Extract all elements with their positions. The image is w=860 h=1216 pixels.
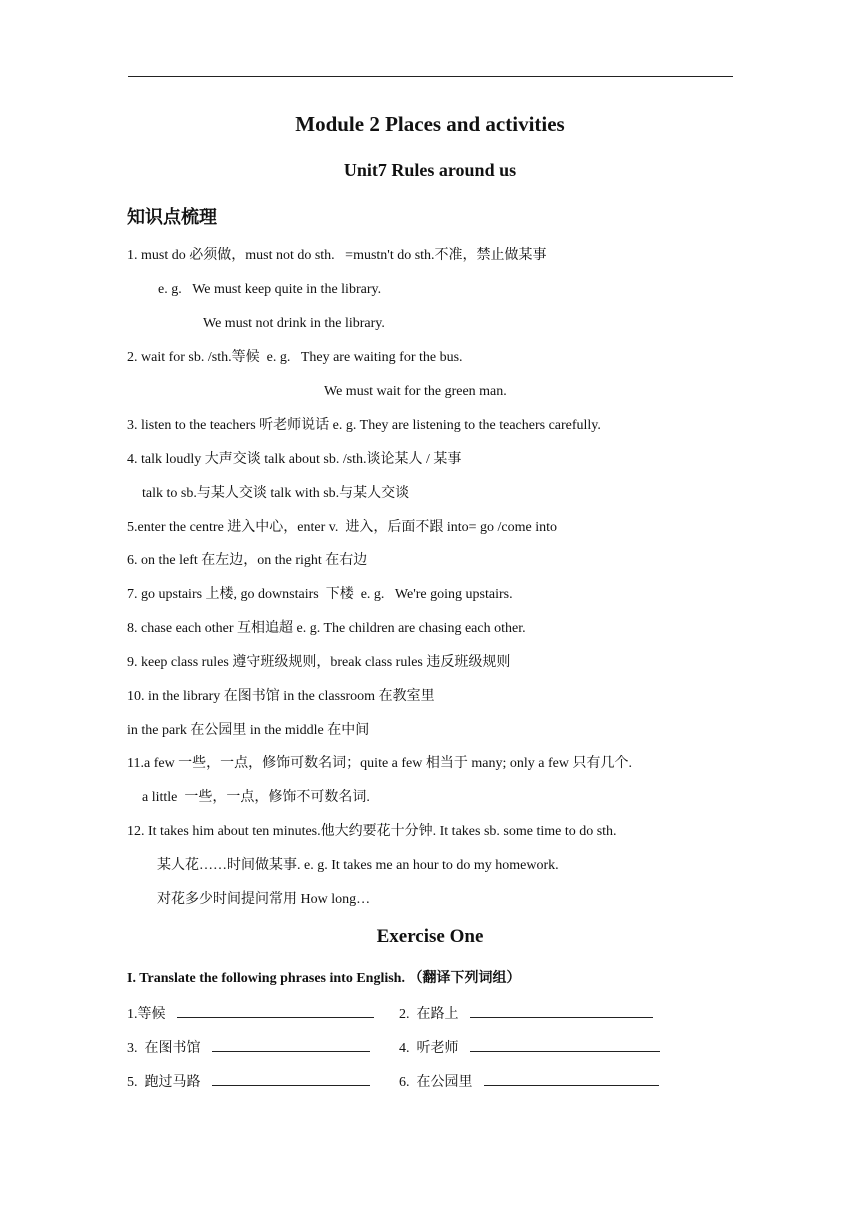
- exercise-item-label: 6. 在公园里: [399, 1075, 473, 1090]
- exercise-instruction: I. Translate the following phrases into English. （翻译下列词组）: [127, 971, 521, 986]
- exercise-item-label: 2. 在路上: [399, 1007, 459, 1022]
- page-title: Module 2 Places and activities: [295, 112, 565, 136]
- exercise-item-label: 5. 跑过马路: [127, 1075, 201, 1090]
- exercise-item: [127, 1003, 374, 1023]
- answer-blank[interactable]: [177, 1003, 374, 1018]
- note-line: 对花多少时间提问常用 How long…: [157, 892, 371, 907]
- exercise-item-label: 3. 在图书馆: [127, 1041, 201, 1056]
- note-line: in the park 在公园里 in the middle 在中间: [127, 723, 370, 738]
- section-heading: 知识点梳理: [127, 207, 217, 228]
- note-line: e. g. We must keep quite in the library.: [158, 282, 382, 297]
- note-line: 某人花……时间做某事. e. g. It takes me an hour to do my homework.: [157, 858, 559, 873]
- note-line: 12. It takes him about ten minutes.他大约要花十分钟. It takes sb. some time to do sth.: [127, 824, 617, 839]
- note-line: 1. must do 必须做，must not do sth. =mustn't do sth.不准，禁止做某事: [127, 248, 547, 263]
- note-line: 3. listen to the teachers 听老师说话 e. g. They are listening to the teachers carefully.: [127, 418, 601, 433]
- answer-blank[interactable]: [484, 1071, 659, 1086]
- note-line: 10. in the library 在图书馆 in the classroom 在教室里: [127, 689, 435, 704]
- note-line: We must wait for the green man.: [324, 384, 507, 399]
- note-line: We must not drink in the library.: [203, 316, 385, 331]
- page-subtitle: Unit7 Rules around us: [343, 160, 517, 180]
- answer-blank[interactable]: [470, 1003, 653, 1018]
- note-line: 7. go upstairs 上楼, go downstairs 下楼 e. g. We're going upstairs.: [127, 587, 513, 602]
- answer-blank[interactable]: [212, 1037, 370, 1052]
- exercise-item: [399, 1037, 660, 1057]
- exercise-item: [127, 1037, 370, 1057]
- note-line: 11.a few 一些，一点，修饰可数名词；quite a few 相当于 many; only a few 只有几个.: [127, 756, 632, 771]
- exercise-title: Exercise One: [376, 926, 484, 947]
- answer-blank[interactable]: [470, 1037, 660, 1052]
- exercise-item: [127, 1071, 370, 1091]
- exercise-item-label: 4. 听老师: [399, 1041, 459, 1056]
- header-rule: [128, 76, 733, 77]
- exercise-item: [399, 1003, 653, 1023]
- note-line: 4. talk loudly 大声交谈 talk about sb. /sth.谈论某人 / 某事: [127, 452, 462, 467]
- note-line: 5.enter the centre 进入中心，enter v. 进入，后面不跟 into= go /come into: [127, 520, 558, 535]
- note-line: a little 一些，一点，修饰不可数名词.: [142, 790, 370, 805]
- answer-blank[interactable]: [212, 1071, 370, 1086]
- exercise-item-label: 1.等候: [127, 1007, 166, 1022]
- note-line: 2. wait for sb. /sth.等候 e. g. They are waiting for the bus.: [127, 350, 463, 365]
- note-line: 9. keep class rules 遵守班级规则，break class rules 违反班级规则: [127, 655, 511, 670]
- note-line: talk to sb.与某人交谈 talk with sb.与某人交谈: [142, 486, 410, 501]
- exercise-item: [399, 1071, 659, 1091]
- note-line: 8. chase each other 互相追超 e. g. The children are chasing each other.: [127, 621, 526, 636]
- note-line: 6. on the left 在左边，on the right 在右边: [127, 553, 368, 568]
